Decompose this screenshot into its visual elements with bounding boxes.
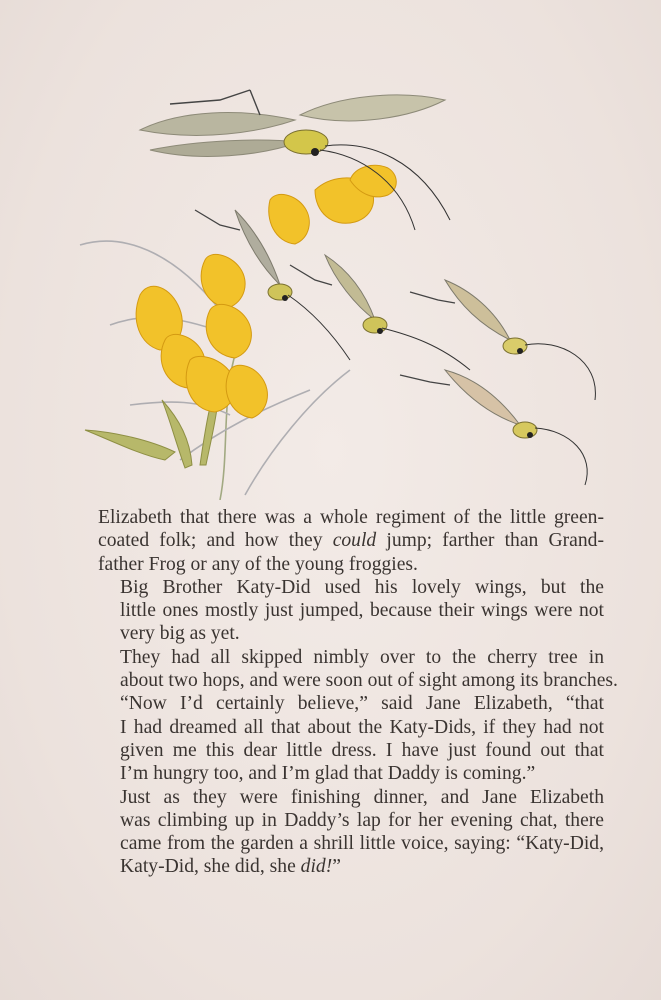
text-run: Elizabeth that there was a whole regiment of the little green- [98,507,604,528]
italic-text: did! [300,856,333,878]
text-run: very big as yet. [120,623,240,645]
text-line [98,809,604,832]
katydid-small-3 [410,280,595,400]
italic-text: could [332,530,377,552]
text-line [98,669,618,692]
text-line [98,762,604,785]
paragraph [98,692,604,785]
text-line [98,786,604,809]
paragraph [98,646,618,693]
text-line [98,832,604,855]
text-run: Big Brother Katy-Did used his lovely wings, but the [120,576,604,598]
text-run: I’m hungry too, and I’m glad that Daddy is coming.” [120,763,536,785]
text-line [98,716,604,739]
katydid-small-2 [290,255,470,370]
text-line [98,599,604,622]
text-run: was climbing up in Daddy’s lap for her evening chat, there [120,809,604,831]
text-run: came from the garden a shrill little voice, saying: “Katy-Did, [120,833,604,855]
text-run: I had dreamed all that about the Katy-Dids, if they had not [120,716,604,738]
paragraph [98,786,604,879]
text-run: father Frog or any of the young froggies. [98,553,418,575]
text-line [98,529,604,552]
katydid-small-4 [400,370,587,485]
text-line [98,553,604,576]
text-line [98,692,604,715]
text-run: Just as they were finishing dinner, and Jane Elizabeth [120,786,604,808]
text-run: Katy-Did, she did, she [120,856,301,878]
text-line [98,506,604,529]
text-run: about two hops, and were soon out of sight among its branches. [120,670,618,692]
paragraph [98,576,604,646]
text-line [98,576,604,599]
text-line [98,646,604,669]
text-line [98,739,604,762]
text-run: ” [332,856,341,878]
text-run: coated folk; and how they [98,530,333,552]
text-run: jump; farther than Grand- [376,530,604,552]
text-run: given me this dear little dress. I have just found out that [120,739,604,761]
text-line [98,622,604,645]
story-text [98,506,618,879]
text-line [98,855,604,878]
katydid-flower-illustration [70,70,610,500]
text-run: They had all skipped nimbly over to the cherry tree in [120,646,604,668]
text-run: little ones mostly just jumped, because their wings were not [120,600,604,622]
paragraph [98,506,604,576]
text-run: “Now I’d certainly believe,” said Jane Elizabeth, “that [120,693,604,715]
